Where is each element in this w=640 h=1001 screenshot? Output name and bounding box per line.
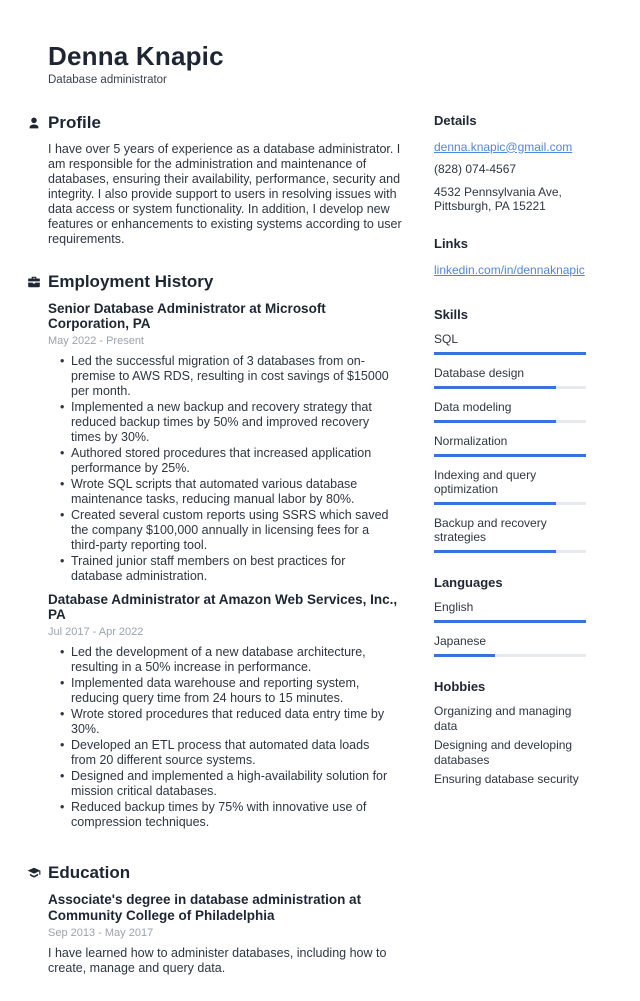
education-heading-label: Education <box>48 862 131 882</box>
links-heading: Links <box>434 235 468 251</box>
hobbies-section <box>434 679 586 787</box>
person-job-title: Database administrator <box>48 73 167 86</box>
languages-heading: Languages <box>434 575 503 591</box>
skill-item <box>434 332 586 355</box>
language-bar-fill <box>434 620 586 623</box>
resume-header <box>48 42 586 86</box>
links-section <box>434 236 586 286</box>
skill-bar-fill <box>434 420 556 423</box>
details-section <box>434 113 586 214</box>
education-description: I have learned how to administer databases, including how to create, manage and query data. <box>48 946 387 976</box>
job-title: Senior Database Administrator at Microsoft Corporation, PA <box>48 300 326 332</box>
job-bullet-list <box>60 354 406 584</box>
employment-heading-label: Employment History <box>48 271 214 291</box>
job-bullet: • Created several custom reports using SSRS which saved the company $100,000 annually in licensing fees for a third-party reporting tool. <box>60 508 395 553</box>
language-bar-fill <box>434 654 495 657</box>
job-bullet-list <box>60 645 406 830</box>
skill-bar-track <box>434 386 586 389</box>
skill-bar-fill <box>434 502 556 505</box>
skill-bar-track <box>434 352 586 355</box>
details-heading: Details <box>434 112 477 128</box>
education-dates: Sep 2013 - May 2017 <box>48 927 154 940</box>
job-entry-microsoft <box>48 301 406 584</box>
languages-section <box>434 575 586 657</box>
job-dates: Jul 2017 - Apr 2022 <box>48 625 144 638</box>
skill-label: Backup and recovery strategies <box>434 516 547 545</box>
language-label: Japanese <box>434 634 487 649</box>
skill-label: Data modeling <box>434 400 512 415</box>
hobby-item: Organizing and managing data <box>434 704 572 733</box>
job-bullet: • Led the development of a new database architecture, resulting in a 50% increase in performance. <box>60 645 395 675</box>
language-label: English <box>434 600 474 615</box>
degree-title: Associate's degree in database administration at Community College of Philadelphia <box>48 891 362 923</box>
job-dates: May 2022 - Present <box>48 334 144 347</box>
skill-bar-track <box>434 550 586 553</box>
skill-bar-fill <box>434 454 586 457</box>
skills-section <box>434 307 586 553</box>
skill-bar-track <box>434 454 586 457</box>
hobby-item: Ensuring database security <box>434 772 579 787</box>
education-heading <box>27 863 406 883</box>
skill-label: Indexing and query optimization <box>434 468 537 497</box>
job-bullet: • Implemented data warehouse and reporting system, reducing query time from 24 hours to 15 minutes. <box>60 676 395 706</box>
job-bullet: • Developed an ETL process that automated data loads from 20 different source systems. <box>60 738 395 768</box>
profile-section <box>48 113 406 247</box>
hobbies-heading: Hobbies <box>434 679 486 695</box>
skill-label: Database design <box>434 366 525 381</box>
briefcase-icon <box>27 275 41 289</box>
job-bullet: • Authored stored procedures that increased application performance by 25%. <box>60 446 395 476</box>
skill-item <box>434 366 586 389</box>
person-icon <box>27 116 41 130</box>
job-title: Database Administrator at Amazon Web Services, Inc., PA <box>48 591 398 623</box>
job-bullet: • Trained junior staff members on best practices for database administration. <box>60 554 395 584</box>
profile-heading <box>27 113 406 133</box>
skill-label: Normalization <box>434 434 508 449</box>
job-bullet: • Led the successful migration of 3 databases from on-premise to AWS RDS, resulting in cost savings of $15000 per month. <box>60 354 395 399</box>
profile-text: I have over 5 years of experience as a database administrator. I am responsible for the administration and maintenance of databases, ensuring their availability, performance, security and integrity. I also provide support to users in resolving issues with data access or system functionality. In addition, I develop new features or enhancements to existing systems according to user requirements. <box>48 141 402 246</box>
skills-heading: Skills <box>434 307 468 323</box>
employment-section <box>48 272 406 830</box>
profile-heading-label: Profile <box>48 112 101 132</box>
employment-heading <box>27 272 406 292</box>
phone-number: (828) 074-4567 <box>434 162 517 177</box>
hobby-item: Designing and developing databases <box>434 738 573 767</box>
skill-label: SQL <box>434 332 459 347</box>
skill-bar-fill <box>434 386 556 389</box>
skill-bar-fill <box>434 550 556 553</box>
language-bar-track <box>434 620 586 623</box>
job-bullet: • Wrote SQL scripts that automated various database maintenance tasks, reducing manual labor by 80%. <box>60 477 395 507</box>
linkedin-link[interactable]: linkedin.com/in/dennaknapic <box>434 262 585 277</box>
person-name: Denna Knapic <box>48 41 224 71</box>
skill-item <box>434 468 586 505</box>
language-item <box>434 634 586 657</box>
skill-bar-track <box>434 420 586 423</box>
job-bullet: • Designed and implemented a high-availability solution for mission critical databases. <box>60 769 395 799</box>
skill-item <box>434 434 586 457</box>
job-entry-amazon <box>48 592 406 830</box>
email-link[interactable]: denna.knapic@gmail.com <box>434 139 573 154</box>
job-bullet: • Implemented a new backup and recovery strategy that reduced backup times by 50% and improved recovery times by 30%. <box>60 400 395 445</box>
sidebar-column <box>434 113 586 1001</box>
language-bar-track <box>434 654 586 657</box>
skill-bar-fill <box>434 352 586 355</box>
skill-item <box>434 516 586 553</box>
job-bullet: • Wrote stored procedures that reduced data entry time by 30%. <box>60 707 395 737</box>
language-item <box>434 600 586 623</box>
skill-bar-track <box>434 502 586 505</box>
skill-item <box>434 400 586 423</box>
graduation-cap-icon <box>27 866 41 880</box>
job-bullet: • Reduced backup times by 75% with innovative use of compression techniques. <box>60 800 395 830</box>
main-column <box>48 113 406 1001</box>
education-section <box>48 863 406 976</box>
address: 4532 Pennsylvania Ave, Pittsburgh, PA 15221 <box>434 184 562 214</box>
